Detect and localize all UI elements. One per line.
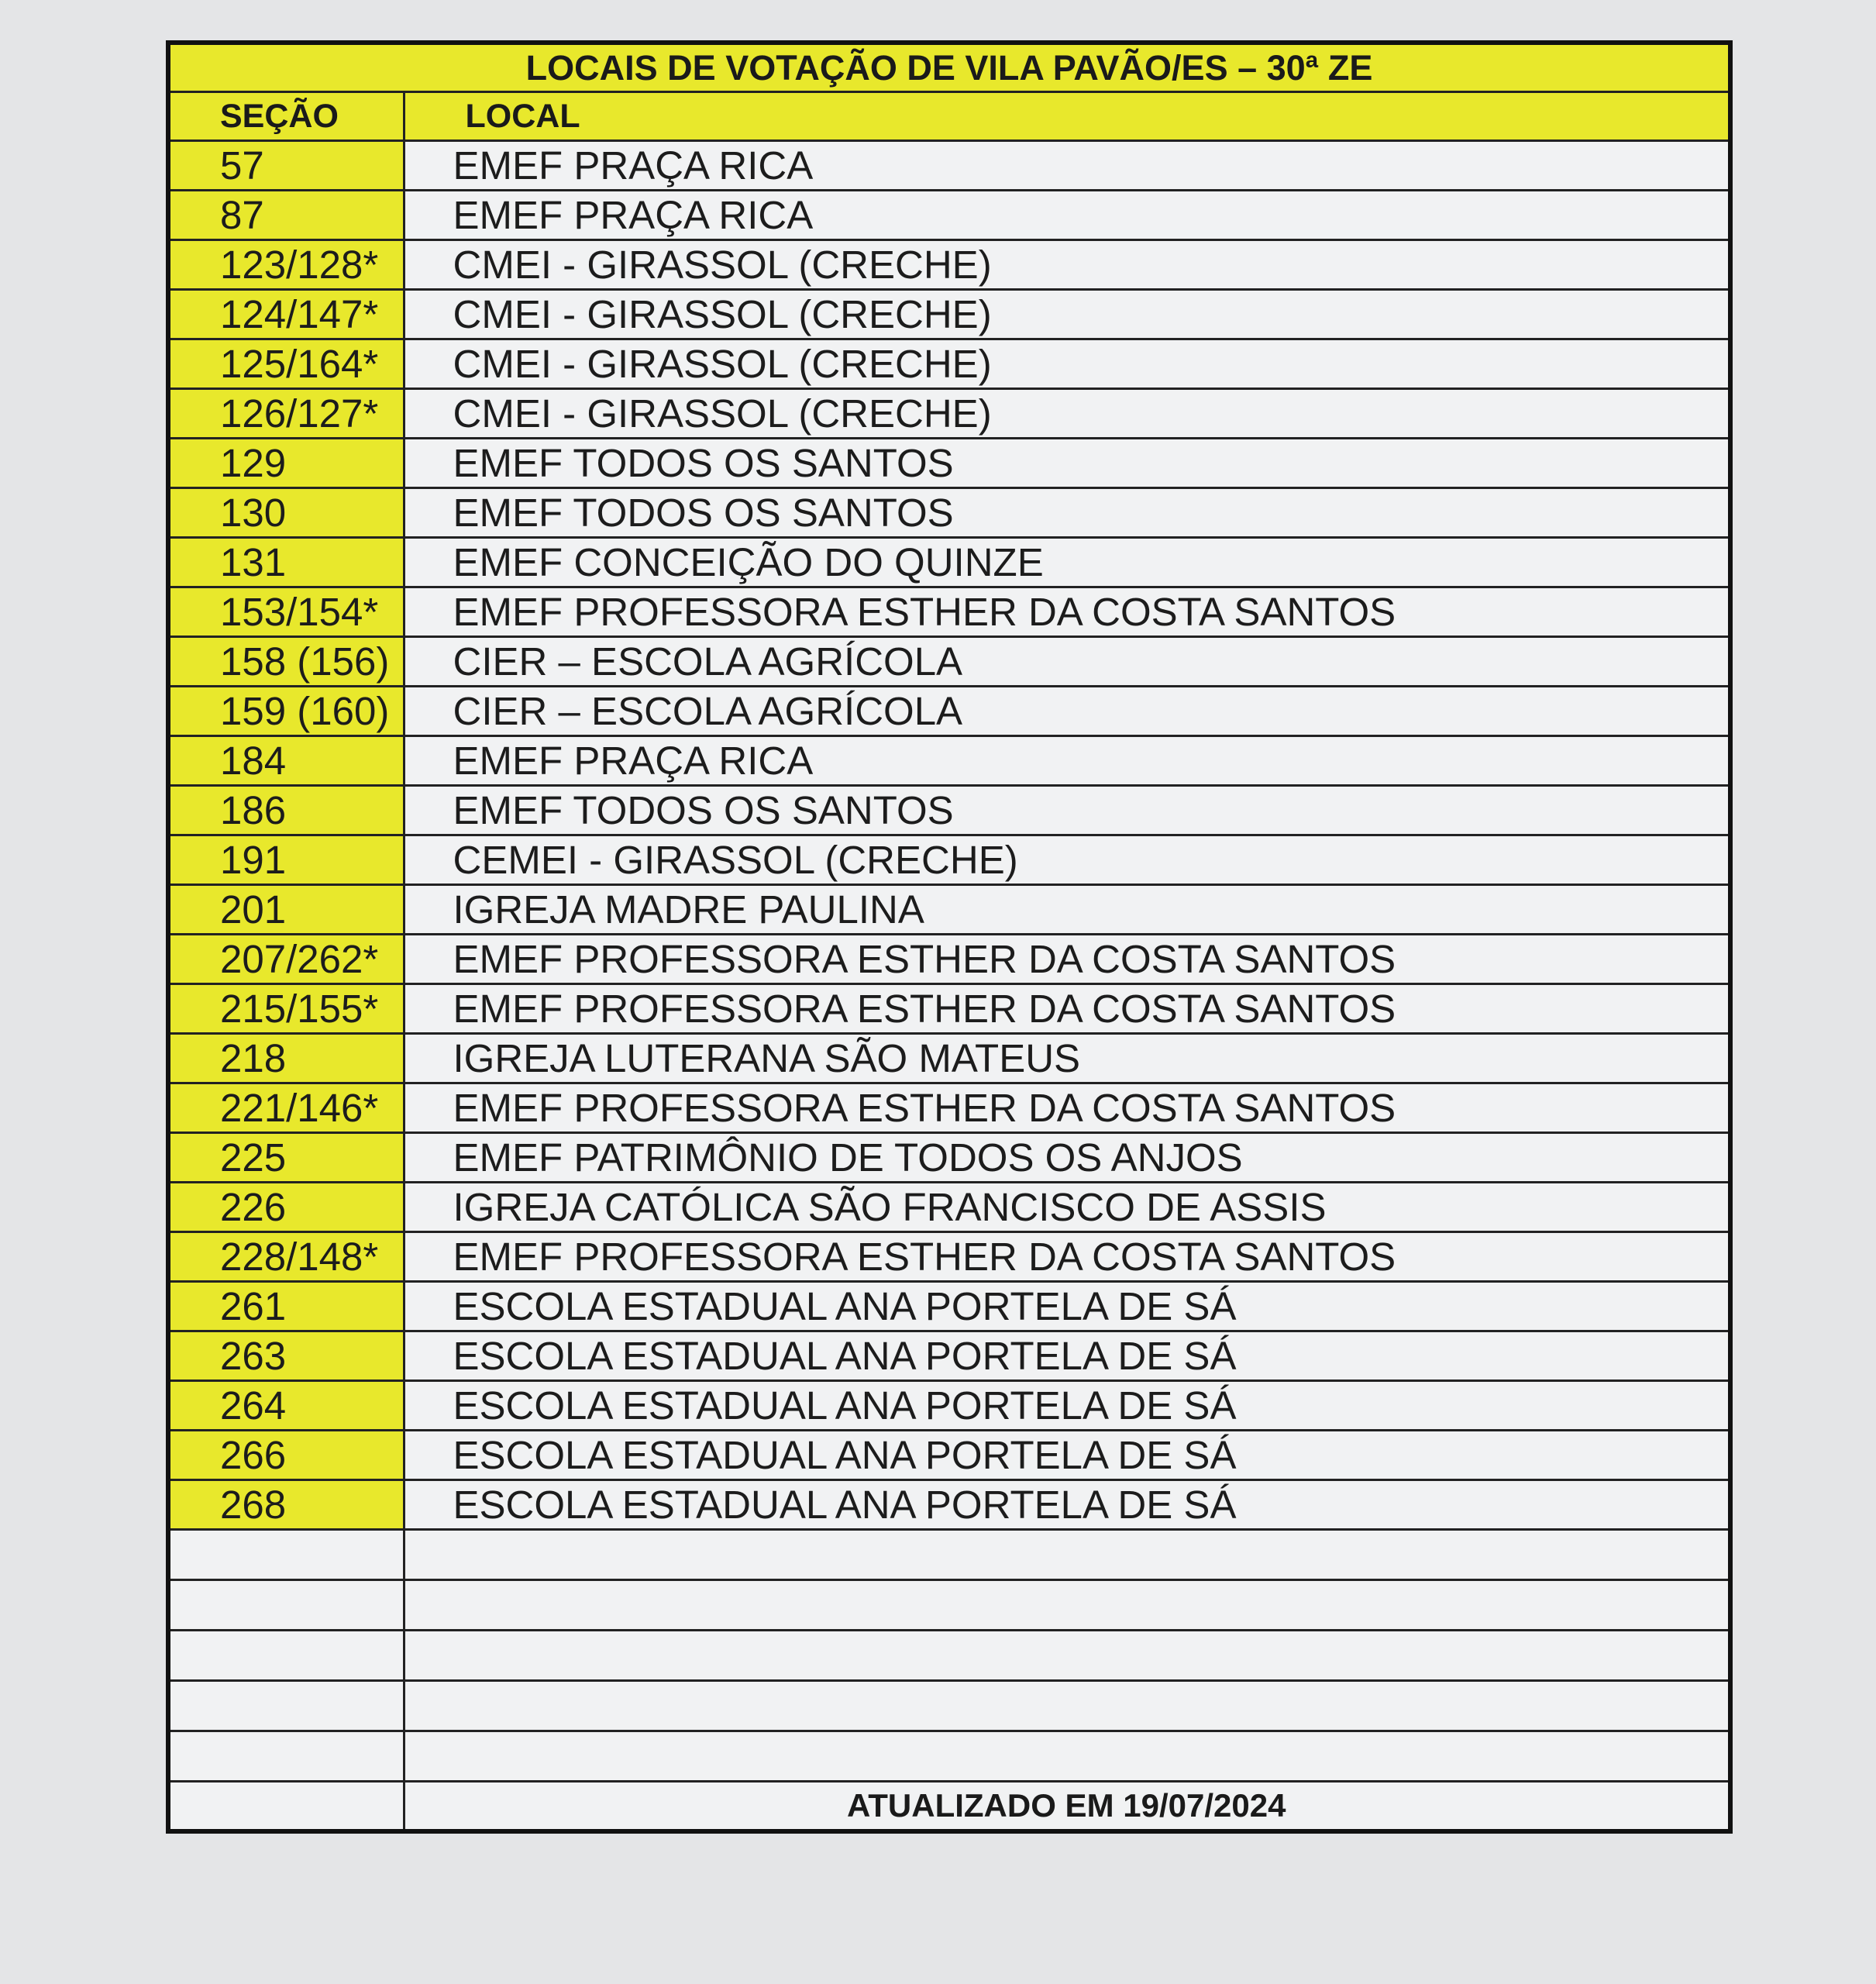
local-cell: EMEF TODOS OS SANTOS xyxy=(404,488,1730,538)
table-row xyxy=(168,1133,1730,1183)
secao-cell: 87 xyxy=(168,191,404,240)
empty-row xyxy=(168,1681,1730,1731)
table-row xyxy=(168,1183,1730,1232)
local-cell: EMEF PROFESSORA ESTHER DA COSTA SANTOS xyxy=(404,587,1730,637)
empty-row xyxy=(168,1580,1730,1631)
local-cell: EMEF PRAÇA RICA xyxy=(404,141,1730,191)
secao-cell: 228/148* xyxy=(168,1232,404,1282)
secao-cell: 158 (156) xyxy=(168,637,404,687)
local-cell: ESCOLA ESTADUAL ANA PORTELA DE SÁ xyxy=(404,1480,1730,1530)
local-cell: EMEF PROFESSORA ESTHER DA COSTA SANTOS xyxy=(404,1232,1730,1282)
secao-cell: 186 xyxy=(168,786,404,835)
local-cell: ESCOLA ESTADUAL ANA PORTELA DE SÁ xyxy=(404,1381,1730,1431)
secao-cell: 221/146* xyxy=(168,1083,404,1133)
empty-row xyxy=(168,1631,1730,1681)
empty-cell xyxy=(404,1580,1730,1631)
local-cell: CIER – ESCOLA AGRÍCOLA xyxy=(404,687,1730,736)
footer-row xyxy=(168,1782,1730,1832)
local-cell: CMEI - GIRASSOL (CRECHE) xyxy=(404,339,1730,389)
empty-cell xyxy=(404,1631,1730,1681)
local-cell: CMEI - GIRASSOL (CRECHE) xyxy=(404,389,1730,439)
secao-cell: 266 xyxy=(168,1431,404,1480)
empty-cell xyxy=(168,1631,404,1681)
local-cell: CMEI - GIRASSOL (CRECHE) xyxy=(404,290,1730,339)
local-cell: EMEF TODOS OS SANTOS xyxy=(404,786,1730,835)
table-row xyxy=(168,1480,1730,1530)
empty-cell xyxy=(168,1681,404,1731)
table-title: LOCAIS DE VOTAÇÃO DE VILA PAVÃO/ES – 30ª ZE xyxy=(168,43,1730,92)
empty-cell xyxy=(168,1580,404,1631)
table-row xyxy=(168,538,1730,587)
table-row xyxy=(168,786,1730,835)
local-cell: EMEF PROFESSORA ESTHER DA COSTA SANTOS xyxy=(404,984,1730,1034)
local-cell: EMEF CONCEIÇÃO DO QUINZE xyxy=(404,538,1730,587)
local-cell: EMEF PRAÇA RICA xyxy=(404,736,1730,786)
empty-cell xyxy=(168,1530,404,1580)
table-row xyxy=(168,141,1730,191)
secao-cell: 225 xyxy=(168,1133,404,1183)
table-row xyxy=(168,1083,1730,1133)
secao-cell: 130 xyxy=(168,488,404,538)
local-cell: EMEF PRAÇA RICA xyxy=(404,191,1730,240)
secao-cell: 268 xyxy=(168,1480,404,1530)
secao-cell: 215/155* xyxy=(168,984,404,1034)
table-row xyxy=(168,835,1730,885)
column-header-secao: SEÇÃO xyxy=(168,92,404,141)
secao-cell: 153/154* xyxy=(168,587,404,637)
empty-row xyxy=(168,1731,1730,1782)
secao-cell: 226 xyxy=(168,1183,404,1232)
local-cell: CEMEI - GIRASSOL (CRECHE) xyxy=(404,835,1730,885)
secao-cell: 263 xyxy=(168,1331,404,1381)
local-cell: CIER – ESCOLA AGRÍCOLA xyxy=(404,637,1730,687)
table-row xyxy=(168,984,1730,1034)
local-cell: EMEF PROFESSORA ESTHER DA COSTA SANTOS xyxy=(404,1083,1730,1133)
table-row xyxy=(168,587,1730,637)
table-row xyxy=(168,1034,1730,1083)
table-row xyxy=(168,1381,1730,1431)
secao-cell: 57 xyxy=(168,141,404,191)
local-cell: IGREJA CATÓLICA SÃO FRANCISCO DE ASSIS xyxy=(404,1183,1730,1232)
local-cell: EMEF TODOS OS SANTOS xyxy=(404,439,1730,488)
empty-cell xyxy=(404,1681,1730,1731)
secao-cell: 218 xyxy=(168,1034,404,1083)
secao-cell: 191 xyxy=(168,835,404,885)
local-cell: CMEI - GIRASSOL (CRECHE) xyxy=(404,240,1730,290)
table-row xyxy=(168,1282,1730,1331)
table-row xyxy=(168,935,1730,984)
empty-row xyxy=(168,1530,1730,1580)
secao-cell: 184 xyxy=(168,736,404,786)
table-row xyxy=(168,885,1730,935)
secao-cell: 125/164* xyxy=(168,339,404,389)
table-row xyxy=(168,339,1730,389)
secao-cell: 129 xyxy=(168,439,404,488)
table-row xyxy=(168,191,1730,240)
empty-cell xyxy=(404,1731,1730,1782)
secao-cell: 124/147* xyxy=(168,290,404,339)
table-row xyxy=(168,240,1730,290)
secao-cell: 123/128* xyxy=(168,240,404,290)
table-title-row xyxy=(168,43,1730,92)
updated-date: ATUALIZADO EM 19/07/2024 xyxy=(404,1782,1730,1832)
secao-cell: 261 xyxy=(168,1282,404,1331)
secao-cell: 207/262* xyxy=(168,935,404,984)
voting-locations-table xyxy=(166,40,1733,1834)
table-row xyxy=(168,1232,1730,1282)
secao-cell: 264 xyxy=(168,1381,404,1431)
table-row xyxy=(168,488,1730,538)
secao-cell: 131 xyxy=(168,538,404,587)
table-row xyxy=(168,290,1730,339)
table-row xyxy=(168,439,1730,488)
table-row xyxy=(168,1331,1730,1381)
column-header-local: LOCAL xyxy=(404,92,1730,141)
secao-cell: 201 xyxy=(168,885,404,935)
table-row xyxy=(168,687,1730,736)
secao-cell: 126/127* xyxy=(168,389,404,439)
empty-cell xyxy=(404,1530,1730,1580)
local-cell: IGREJA MADRE PAULINA xyxy=(404,885,1730,935)
local-cell: ESCOLA ESTADUAL ANA PORTELA DE SÁ xyxy=(404,1331,1730,1381)
local-cell: ESCOLA ESTADUAL ANA PORTELA DE SÁ xyxy=(404,1431,1730,1480)
table-row xyxy=(168,736,1730,786)
table-row xyxy=(168,389,1730,439)
empty-cell xyxy=(168,1782,404,1832)
table-row xyxy=(168,1431,1730,1480)
local-cell: EMEF PROFESSORA ESTHER DA COSTA SANTOS xyxy=(404,935,1730,984)
table-row xyxy=(168,637,1730,687)
local-cell: EMEF PATRIMÔNIO DE TODOS OS ANJOS xyxy=(404,1133,1730,1183)
column-header-row xyxy=(168,92,1730,141)
empty-cell xyxy=(168,1731,404,1782)
local-cell: IGREJA LUTERANA SÃO MATEUS xyxy=(404,1034,1730,1083)
secao-cell: 159 (160) xyxy=(168,687,404,736)
local-cell: ESCOLA ESTADUAL ANA PORTELA DE SÁ xyxy=(404,1282,1730,1331)
